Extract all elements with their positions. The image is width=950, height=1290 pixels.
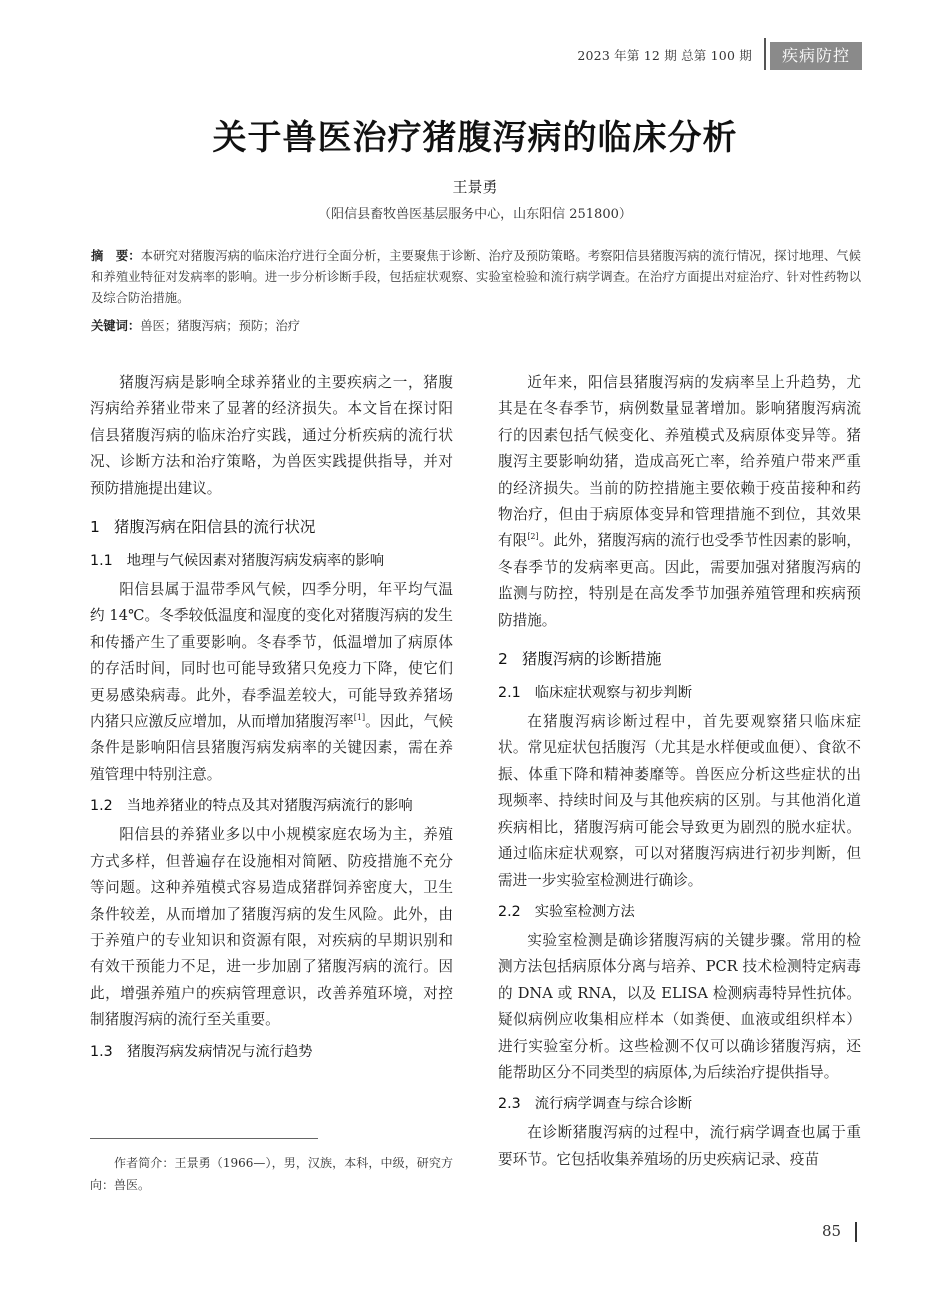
section-heading-2 [498, 646, 861, 672]
keywords-text: 兽医；猪腹泻病；预防；治疗 [140, 319, 301, 333]
page-number: 85 [822, 1222, 842, 1240]
paragraph-text: 阳信县属于温带季风气候，四季分明，年平均气温约 14℃。冬季较低温度和湿度的变化对猪腹泻病的发生和传播产生了重要影响。冬春季节，低温增加了病原体的存活时间，同时也可能导致猪只免疫力下降，使它们更易感染病毒。此外，春季温差较大，可能导致养猪场内猪只应激反应增加，从而增加猪腹泻率 [90, 581, 453, 731]
subsection-number: 2.3 [498, 1096, 521, 1113]
subsection-title: 临床症状观察与初步判断 [534, 685, 693, 702]
section-number: 2 [498, 650, 508, 669]
subsection-heading-2-3 [498, 1091, 861, 1117]
subsection-title: 猪腹泻病发病情况与流行趋势 [126, 1043, 313, 1060]
paragraph-1-1 [90, 577, 453, 788]
paragraph-text: 。此外，猪腹泻病的流行也受季节性因素的影响，冬春季节的发病率更高。因此，需要加强对猪腹泻病的监测与防控，特别是在高发季节加强养殖管理和疾病预防措施。 [498, 532, 861, 629]
subsection-title: 地理与气候因素对猪腹泻病发病率的影响 [126, 553, 385, 570]
subsection-number: 2.1 [498, 685, 521, 702]
paragraph-1-2: 阳信县的养猪业多以中小规模家庭农场为主，养殖方式多样，但普遍存在设施相对简陋、防疫措施不充分等问题。这种养殖模式容易造成猪群饲养密度大，卫生条件较差，从而增加了猪腹泻病的发生风险。此外，由于养殖户的专业知识和资源有限，对疾病的早期识别和有效干预能力不足，进一步加剧了猪腹泻病的流行。因此，增强养殖户的疾病管理意识，改善养殖环境，对控制猪腹泻病的流行至关重要。 [90, 826, 453, 1029]
abstract-text: 本研究对猪腹泻病的临床治疗进行全面分析，主要聚焦于诊断、治疗及预防策略。考察阳信县猪腹泻病的流行情况，探讨地理、气候和养殖业特征对发病率的影响。进一步分析诊断手段，包括症状观察、实验室检验和流行病学调查。在治疗方面提出对症治疗、针对性药物以及综合防治措施。 [91, 249, 861, 305]
subsection-heading-1-1 [90, 548, 453, 574]
subsection-title: 流行病学调查与综合诊断 [534, 1096, 693, 1113]
page-number-bar [855, 1222, 857, 1242]
subsection-heading-1-2 [90, 793, 453, 819]
subsection-number: 2.2 [498, 903, 521, 920]
intro-paragraph: 猪腹泻病是影响全球养猪业的主要疾病之一，猪腹泻病给养猪业带来了显著的经济损失。本文旨在探讨阳信县猪腹泻病的临床治疗实践，通过分析疾病的流行状况、诊断方法和治疗策略，为兽医实践提供指导，并对预防措施提出建议。 [90, 374, 453, 497]
subsection-number: 1.1 [90, 553, 113, 570]
subsection-heading-1-3 [90, 1039, 453, 1065]
abstract-label: 摘 要： [91, 249, 141, 263]
author-footnote: 作者简介：王景勇（1966—），男，汉族，本科，中级，研究方向：兽医。 [90, 1156, 453, 1192]
author-affiliation: （阳信县畜牧兽医基层服务中心，山东阳信 251800） [318, 207, 632, 222]
citation-ref: [1] [353, 713, 366, 723]
keywords-label: 关键词： [91, 319, 141, 333]
paragraph-2-3: 在诊断猪腹泻病的过程中，流行病学调查也属于重要环节。它包括收集养殖场的历史疾病记录、疫苗 [498, 1124, 861, 1168]
paragraph-text: 近年来，阳信县猪腹泻病的发病率呈上升趋势，尤其是在冬春季节，病例数量显著增加。影响猪腹泻病流行的因素包括气候变化、养殖模式及病原体变异等。猪腹泻主要影响幼猪，造成高死亡率，给养殖户带来严重的经济损失。当前的防控措施主要依赖于疫苗接种和药物治疗，但由于病原体变异和管理措施不到位，其效果有限 [498, 374, 861, 550]
subsection-number: 1.2 [90, 798, 113, 815]
subsection-title: 实验室检测方法 [534, 903, 635, 920]
subsection-heading-2-2 [498, 899, 861, 925]
journal-issue-info: 2023 年第 12 期 总第 100 期 [577, 48, 752, 63]
subsection-title: 当地养猪业的特点及其对猪腹泻病流行的影响 [126, 798, 413, 815]
right-column [498, 370, 861, 1173]
subsection-heading-2-1 [498, 680, 861, 706]
section-title: 猪腹泻病在阳信县的流行状况 [113, 518, 316, 537]
left-column [90, 370, 453, 1068]
section-number: 1 [90, 518, 100, 537]
footnote-divider [90, 1138, 318, 1139]
citation-ref: [2] [527, 532, 539, 542]
subsection-number: 1.3 [90, 1043, 113, 1060]
paragraph-1-3 [498, 370, 861, 634]
paragraph-text: 。因此，气候条件是影响阳信县猪腹泻病发病率的关键因素，需在养殖管理中特别注意。 [90, 713, 453, 783]
author-name: 王景勇 [452, 178, 498, 196]
header-divider [764, 38, 766, 70]
paragraph-2-1: 在猪腹泻病诊断过程中，首先要观察猪只临床症状。常见症状包括腹泻（尤其是水样便或血便）、食欲不振、体重下降和精神萎靡等。兽医应分析这些症状的出现频率、持续时间及与其他疾病的区别。与其他消化道疾病相比，猪腹泻病可能会导致更为剧烈的脱水症状。通过临床症状观察，可以对猪腹泻病进行初步判断，但需进一步实验室检测进行确诊。 [498, 713, 861, 889]
section-heading-1 [90, 514, 453, 540]
keywords [91, 316, 861, 337]
section-tag: 疾病防控 [770, 42, 862, 70]
paragraph-2-2: 实验室检测是确诊猪腹泻病的关键步骤。常用的检测方法包括病原体分离与培养、PCR 技术检测特定病毒的 DNA 或 RNA，以及 ELISA 检测病毒特异性抗体。疑似病例应收集相应样本（如粪便、血液或组织样本）进行实验室分析。这些检测不仅可以确诊猪腹泻病，还能帮助区分不同类型的病原体,为后续治疗提供指导。 [498, 931, 861, 1081]
article-title: 关于兽医治疗猪腹泻病的临床分析 [212, 118, 738, 158]
abstract [91, 246, 861, 309]
section-title: 猪腹泻病的诊断措施 [521, 650, 662, 669]
